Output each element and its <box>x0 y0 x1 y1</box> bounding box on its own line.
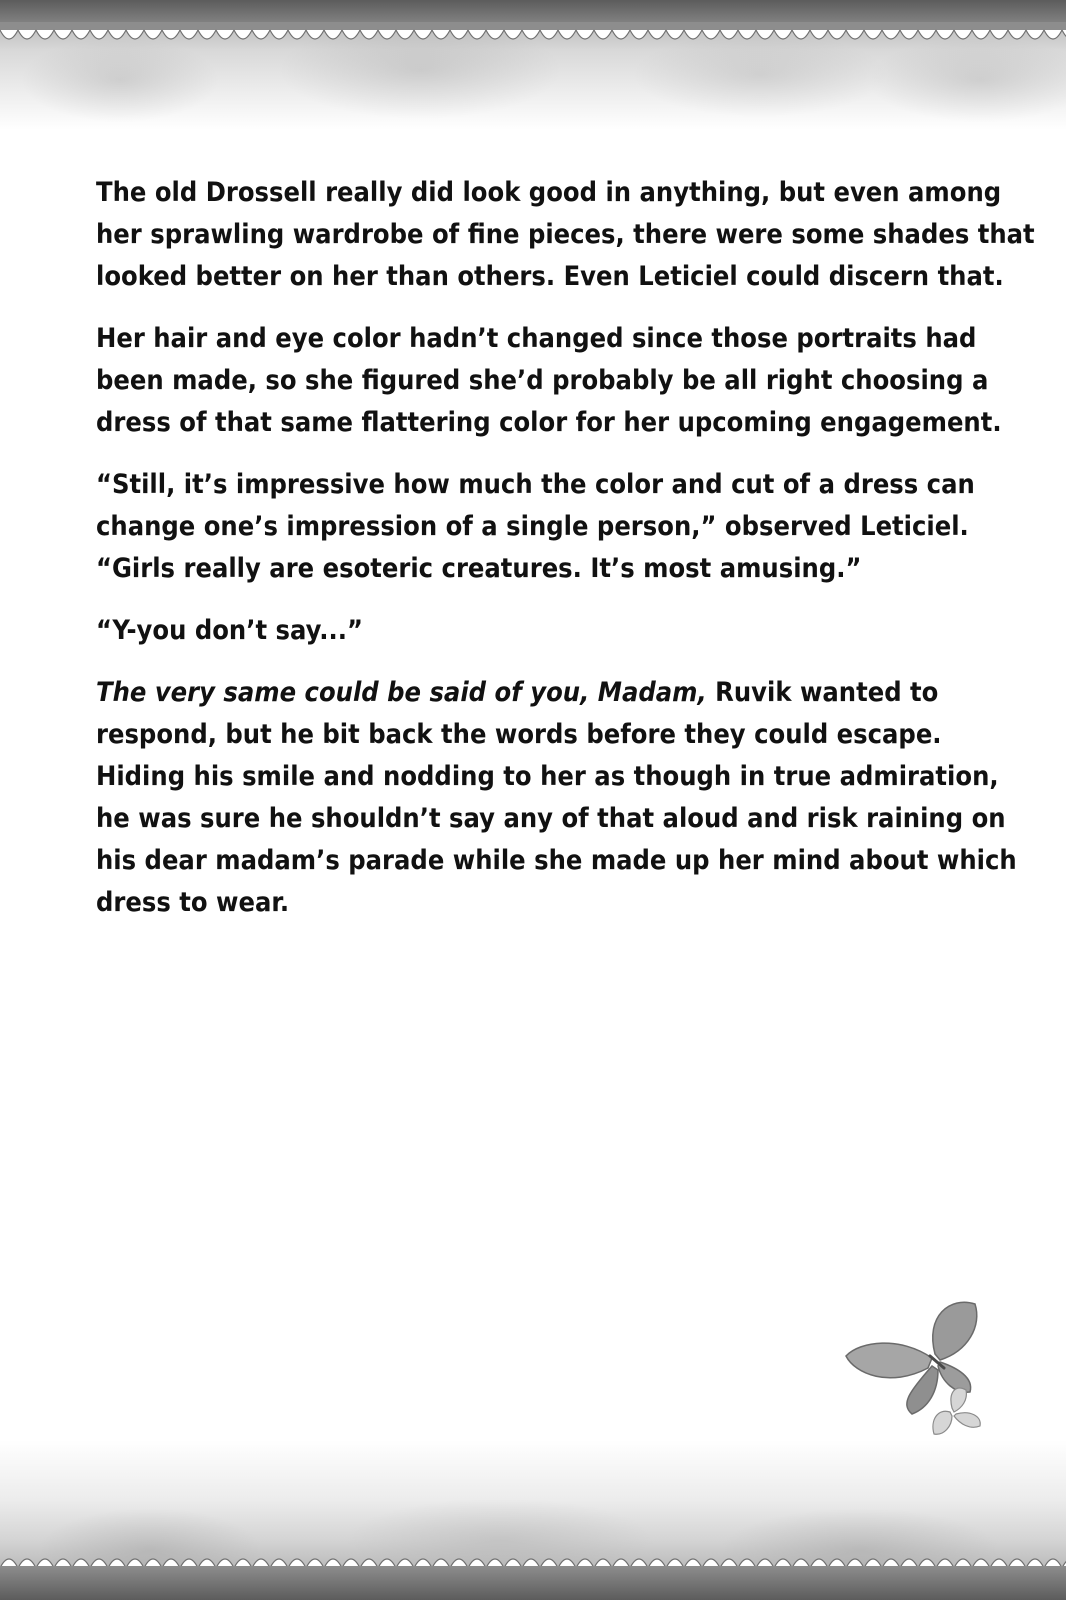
text-line: change one’s impression of a single person,” observed Leticiel. <box>96 511 969 542</box>
text-line: he was sure he shouldn’t say any of that aloud and risk raining on <box>96 803 1006 834</box>
butterfly-icon <box>840 1296 990 1446</box>
paragraph <box>96 464 975 590</box>
text-line: his dear madam’s parade while she made up her mind about which <box>96 845 1017 876</box>
text-line: dress of that same flattering color for her upcoming engagement. <box>96 407 1002 438</box>
text-line: The old Drossell really did look good in anything, but even among <box>96 177 1002 208</box>
text-line <box>96 672 939 714</box>
text-line: Her hair and eye color hadn’t changed since those portraits had <box>96 323 977 354</box>
paragraph <box>96 172 1035 298</box>
top-decorative-border <box>0 0 1066 130</box>
text-line: “Y-you don’t say...” <box>96 615 363 646</box>
text-line: been made, so she figured she’d probably be all right choosing a <box>96 365 989 396</box>
text-line: Hiding his smile and nodding to her as though in true admiration, <box>96 761 999 792</box>
story-text <box>96 172 1035 944</box>
text-line: looked better on her than others. Even Leticiel could discern that. <box>96 261 1004 292</box>
paragraph <box>96 318 1002 444</box>
text-line: “Girls really are esoteric creatures. It’s most amusing.” <box>96 553 862 584</box>
text-line: respond, but he bit back the words before they could escape. <box>96 719 942 750</box>
text-fragment: Ruvik wanted to <box>706 677 939 708</box>
bottom-decorative-border <box>0 1440 1066 1600</box>
paragraph <box>96 672 1017 924</box>
bottom-border-band <box>0 1566 1066 1600</box>
text-line: “Still, it’s impressive how much the color and cut of a dress can <box>96 469 975 500</box>
italic-thought: The very same could be said of you, Madam, <box>96 677 707 708</box>
top-scallop-icon <box>0 22 1066 48</box>
text-line: dress to wear. <box>96 887 290 918</box>
paragraph <box>96 610 906 652</box>
text-line: her sprawling wardrobe of fine pieces, there were some shades that <box>96 219 1035 250</box>
